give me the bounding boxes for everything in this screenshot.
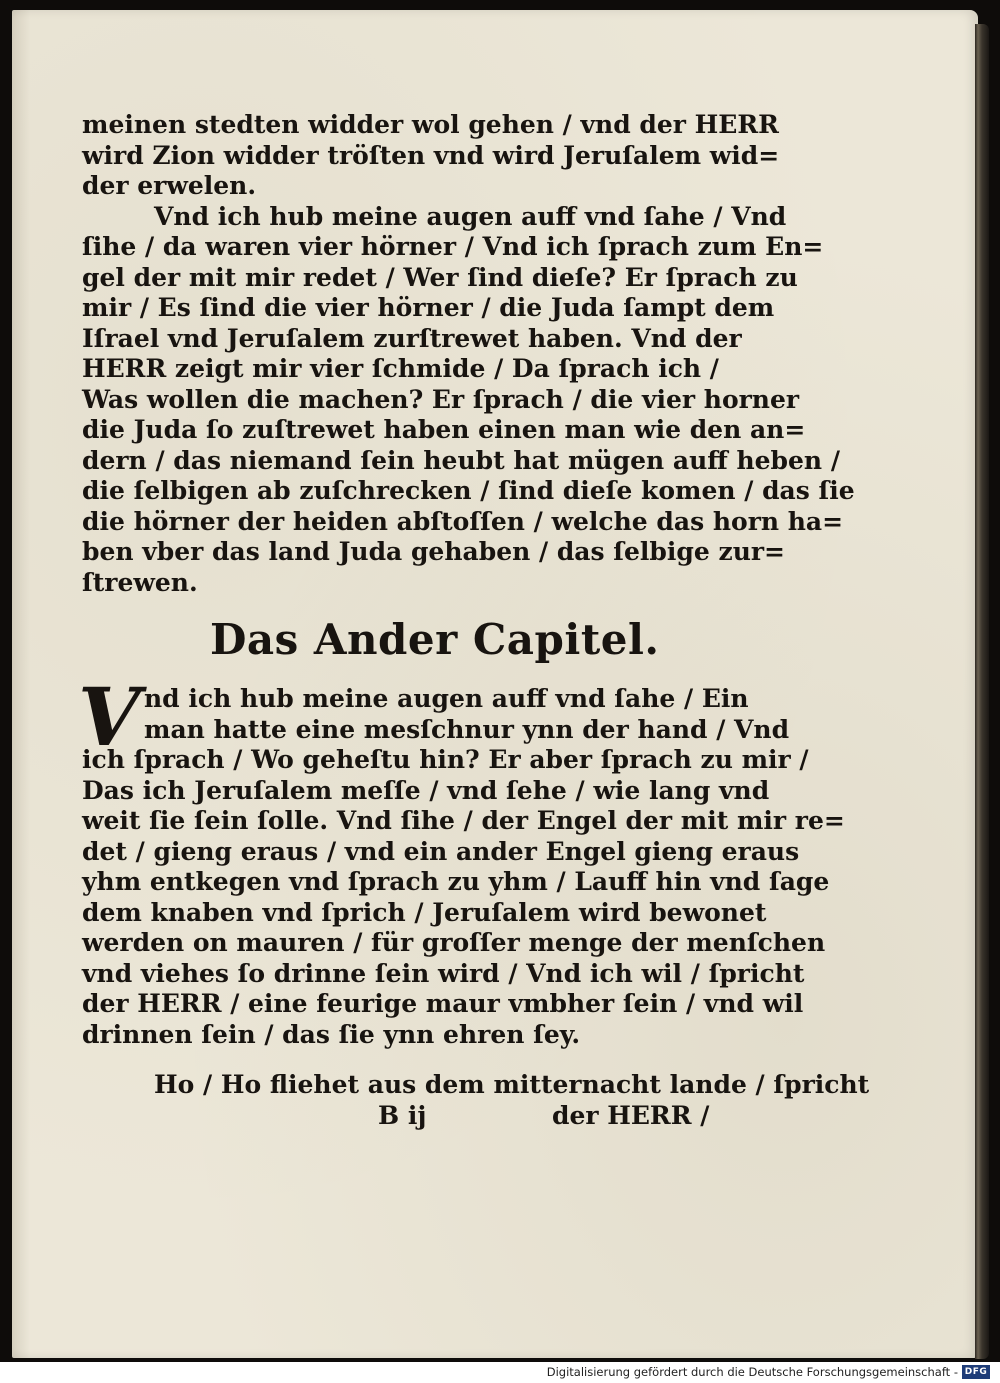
text-line: dern / das niemand ſein heubt hat mügen auff heben / bbox=[82, 445, 840, 475]
text-line: mir / Es ſind die vier hörner / die Juda ſampt dem bbox=[82, 293, 775, 322]
paragraph-gap bbox=[82, 1050, 762, 1070]
signature-mark: B ij bbox=[378, 1100, 427, 1130]
text-line: Was wollen die machen? Er ſprach / die vier horner bbox=[82, 384, 800, 414]
text-line: gel der mit mir redet / Wer ſind dieſe? Er ſprach zu bbox=[82, 262, 798, 292]
text-line: ben vber das land Juda gehaben / das ſelbige zur= bbox=[82, 537, 785, 566]
text-line: werden on mauren / für groſſer menge der menſchen bbox=[82, 928, 826, 957]
dfg-logo-icon: DFG bbox=[962, 1365, 990, 1379]
text-line: weit ſie ſein ſolle. Vnd ſihe / der Engel der mit mir re= bbox=[82, 806, 845, 835]
text-line: die hörner der heiden abſtoſſen / welche das horn ha= bbox=[82, 506, 844, 536]
text-line: ſihe / da waren vier hörner / Vnd ich ſprach zum En= bbox=[82, 232, 824, 261]
credit-text: Digitalisierung gefördert durch die Deutsche Forschungsgemeinschaft - bbox=[546, 1365, 958, 1379]
text-line: HERR zeigt mir vier ſchmide / Da ſprach ich / bbox=[82, 354, 719, 383]
chapter-paragraph bbox=[78, 670, 845, 1050]
text-line: ich ſprach / Wo geheſtu hin? Er aber ſprach zu mir / bbox=[82, 745, 809, 774]
text-line: Das ich Jeruſalem meſſe / vnd ſehe / wie lang vnd bbox=[82, 775, 770, 805]
text-line: yhm entkegen vnd ſprach zu yhm / Lauff hin vnd ſage bbox=[82, 867, 830, 896]
text-line: vnd viehes ſo drinne ſein wird / Vnd ich wil / ſpricht bbox=[82, 958, 805, 988]
page-edge bbox=[975, 24, 989, 1359]
text-line: der HERR / eine feurige maur vmbher ſein / vnd wil bbox=[82, 989, 804, 1018]
text-line: ſtrewen. bbox=[82, 567, 198, 597]
catchword: der HERR / bbox=[552, 1100, 710, 1130]
text-line: der erwelen. bbox=[82, 171, 257, 200]
text-line: det / gieng eraus / vnd ein ander Engel gieng eraus bbox=[82, 836, 800, 866]
book-page bbox=[12, 10, 978, 1358]
text-line: die ſelbigen ab zuſchrecken / ſind dieſe komen / das ſie bbox=[82, 476, 855, 505]
text-line: Vnd ich hub meine augen auff vnd ſahe / Vnd bbox=[154, 201, 787, 231]
page-footer-line bbox=[82, 1101, 762, 1132]
text-line: die Juda ſo zuſtrewet haben einen man wie den an= bbox=[82, 415, 806, 444]
text-line: Iſrael vnd Jeruſalem zurſtrewet haben. Vnd der bbox=[82, 323, 742, 353]
text-line: man hatte eine mesſchnur ynn der hand / Vnd bbox=[144, 714, 790, 744]
text-line: Ho / Ho fliehet aus dem mitternacht lande / ſpricht bbox=[154, 1070, 870, 1099]
text-line: meinen stedten widder wol gehen / vnd der HERR bbox=[82, 110, 779, 139]
chapter-heading: Das Ander Capitel. bbox=[210, 615, 660, 664]
page-text bbox=[78, 110, 870, 1131]
text-line: drinnen ſein / das ſie ynn ehren ſey. bbox=[82, 1019, 581, 1049]
credit-bar bbox=[0, 1362, 1000, 1383]
drop-cap-initial: V bbox=[78, 670, 141, 764]
text-line: wird Zion widder tröſten vnd wird Jeruſalem wid= bbox=[82, 140, 780, 170]
text-line: nd ich hub meine augen auff vnd ſahe / Ein bbox=[144, 684, 749, 713]
text-line: dem knaben vnd ſprich / Jeruſalem wird bewonet bbox=[82, 897, 767, 927]
